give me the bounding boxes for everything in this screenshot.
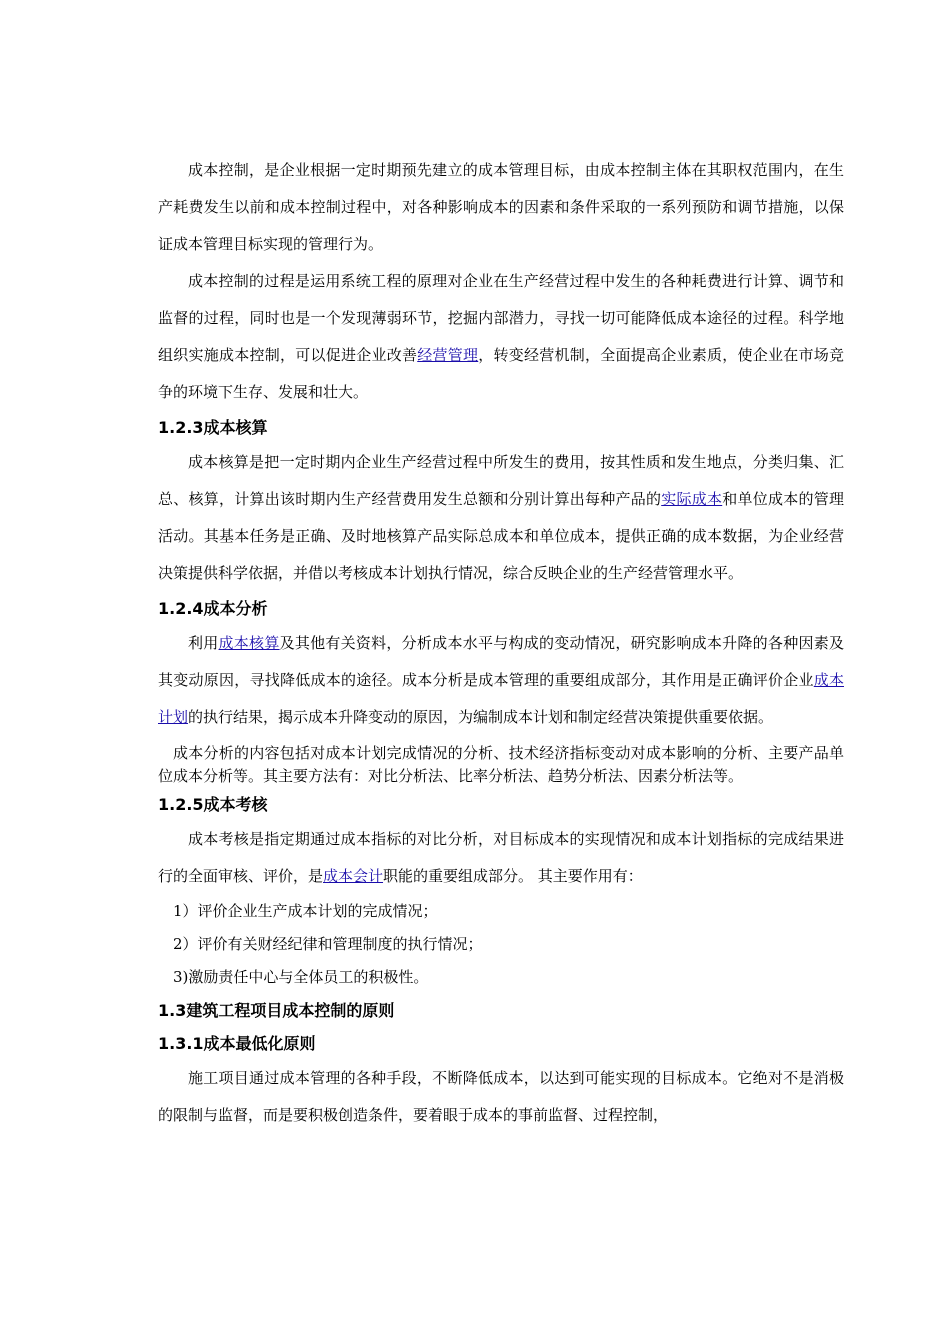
paragraph-cost-analysis-methods: 成本分析的内容包括对成本计划完成情况的分析、技术经济指标变动对成本影响的分析、主要产品单位成本分析等。其主要方法有：对比分析法、比率分析法、趋势分析法、因素分析法等。 xyxy=(158,744,844,785)
heading-1-2-3: 1.2.3成本核算 xyxy=(158,418,268,437)
heading-1-2-4: 1.2.4成本分析 xyxy=(158,599,268,618)
link-business-management[interactable]: 经营管理 xyxy=(417,346,479,364)
heading-1-3: 1.3建筑工程项目成本控制的原则 xyxy=(158,1001,395,1020)
list-item: 2）评价有关财经纪律和管理制度的执行情况； xyxy=(173,935,483,953)
heading-1-2-5: 1.2.5成本考核 xyxy=(158,795,268,814)
link-cost-accounting-function[interactable]: 成本会计 xyxy=(323,867,384,885)
link-actual-cost[interactable]: 实际成本 xyxy=(661,490,723,508)
paragraph-cost-control-process: 成本控制的过程是运用系统工程的原理对企业在生产经营过程中发生的各种耗费进行计算、调节和监督的过程，同时也是一个发现薄弱环节，挖掘内部潜力，寻找一切可能降低成本途径的过程。科学地组织实施成本控制，可以促进企业改善经营管理，转变经营机制，全面提高企业素质，使企业在市场竞争的环境下生存、发展和壮大。 xyxy=(158,272,844,401)
paragraph-cost-accounting: 成本核算是把一定时期内企业生产经营过程中所发生的费用，按其性质和发生地点，分类归集、汇总、核算，计算出该时期内生产经营费用发生总额和分别计算出每种产品的实际成本和单位成本的管理活动。其基本任务是正确、及时地核算产品实际总成本和单位成本，提供正确的成本数据，为企业经营决策提供科学依据，并借以考核成本计划执行情况，综合反映企业的生产经营管理水平。 xyxy=(158,453,844,582)
paragraph-cost-control-definition: 成本控制，是企业根据一定时期预先建立的成本管理目标，由成本控制主体在其职权范围内，在生产耗费发生以前和成本控制过程中，对各种影响成本的因素和条件采取的一系列预防和调节措施，以保证成本管理目标实现的管理行为。 xyxy=(158,161,844,253)
link-cost-accounting[interactable]: 成本核算 xyxy=(218,634,280,652)
list-item: 1）评价企业生产成本计划的完成情况； xyxy=(173,902,438,920)
link-cost-plan[interactable]: 成本计划 xyxy=(158,671,844,726)
paragraph-cost-assessment: 成本考核是指定期通过成本指标的对比分析，对目标成本的实现情况和成本计划指标的完成结果进行的全面审核、评价，是成本会计职能的重要组成部分。 其主要作用有： xyxy=(158,830,844,885)
paragraph-cost-analysis: 利用成本核算及其他有关资料，分析成本水平与构成的变动情况，研究影响成本升降的各种因素及其变动原因，寻找降低成本的途径。成本分析是成本管理的重要组成部分，其作用是正确评价企业成本计划的执行结果，揭示成本升降变动的原因，为编制成本计划和制定经营决策提供重要依据。 xyxy=(158,634,844,726)
document-body xyxy=(158,152,844,1134)
list-item: 3)激励责任中心与全体员工的积极性。 xyxy=(173,968,429,986)
paragraph-cost-minimization: 施工项目通过成本管理的各种手段，不断降低成本，以达到可能实现的目标成本。它绝对不是消极的限制与监督，而是要积极创造条件，要着眼于成本的事前监督、过程控制， xyxy=(158,1069,844,1124)
heading-1-3-1: 1.3.1成本最低化原则 xyxy=(158,1034,316,1053)
